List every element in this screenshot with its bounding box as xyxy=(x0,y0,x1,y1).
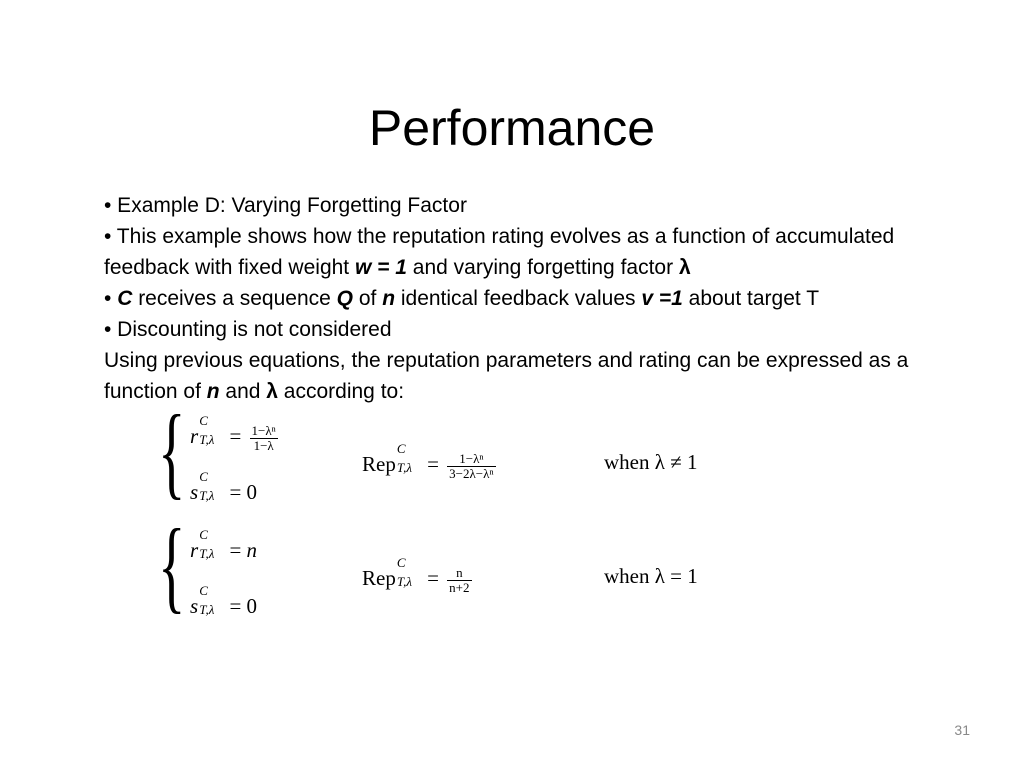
equals-sign: = xyxy=(229,480,242,504)
equation-rep xyxy=(362,555,475,595)
bullet-example-d: • Example D: Varying Forgetting Factor xyxy=(104,194,467,217)
equals-sign: = xyxy=(229,538,242,562)
var-s: s xyxy=(190,594,199,618)
fraction xyxy=(250,424,278,453)
subscript: T,λ xyxy=(199,488,215,503)
bullet-text: about target T xyxy=(682,287,820,310)
equation-r xyxy=(190,527,258,563)
var-s: s xyxy=(190,480,199,504)
bullet-text: • This example shows how the reputation rating evolves as a function of accumulated feedback with fixed weight xyxy=(104,225,895,279)
superscript: C xyxy=(199,583,208,598)
denominator: n+2 xyxy=(449,579,470,595)
superscript: C xyxy=(396,555,406,570)
equation-r xyxy=(190,413,281,453)
value-expression: v =1 xyxy=(641,287,683,310)
subscript: T,λ xyxy=(396,460,412,475)
bullet-text: of xyxy=(353,287,383,310)
bullet-sequence xyxy=(104,283,924,314)
rep-label: Rep xyxy=(362,566,396,590)
superscript: C xyxy=(199,527,208,542)
sup-sub xyxy=(198,583,224,617)
numerator: n xyxy=(447,566,471,581)
slide-body xyxy=(104,190,924,407)
var-r: r xyxy=(190,538,199,562)
equals-sign: = xyxy=(229,424,242,448)
bullet-text: receives a sequence xyxy=(132,287,337,310)
weight-expression: w = 1 xyxy=(354,256,407,279)
subscript: T,λ xyxy=(199,432,215,447)
subscript: T,λ xyxy=(199,602,215,617)
equation-group-lambda-one xyxy=(158,508,758,624)
sup-sub xyxy=(396,441,422,475)
fraction xyxy=(447,566,471,595)
value-zero: 0 xyxy=(246,480,258,504)
equation-s xyxy=(190,583,258,619)
bullet-text: and varying forgetting factor xyxy=(406,256,679,279)
var-r: r xyxy=(190,424,199,448)
equals-sign: = xyxy=(427,452,439,476)
sup-sub xyxy=(396,555,422,589)
equals-sign: = xyxy=(427,566,439,590)
condition-lambda-one: when λ = 1 xyxy=(604,564,698,588)
condition-lambda-not-one: when λ ≠ 1 xyxy=(604,450,698,474)
paragraph-text: and xyxy=(219,380,267,403)
superscript: C xyxy=(199,469,208,484)
var-n: n xyxy=(246,538,258,562)
numerator: 1−λⁿ xyxy=(447,452,495,467)
var-Q: Q xyxy=(336,287,353,310)
numerator: 1−λⁿ xyxy=(251,422,276,438)
superscript: C xyxy=(199,413,208,428)
fraction xyxy=(447,452,495,481)
value-zero: 0 xyxy=(246,594,258,618)
var-n: n xyxy=(382,287,396,310)
slide-title: Performance xyxy=(368,100,656,156)
equals-sign: = xyxy=(229,594,242,618)
bullet-discounting: • Discounting is not considered xyxy=(104,318,392,341)
left-brace: { xyxy=(158,508,186,623)
equation-rep xyxy=(362,441,499,481)
subscript: T,λ xyxy=(199,546,215,561)
var-C: C xyxy=(117,287,133,310)
rep-label: Rep xyxy=(362,452,396,476)
superscript: C xyxy=(396,441,406,456)
equation-s xyxy=(190,469,258,505)
bullet-example-description xyxy=(104,221,924,283)
paragraph-text: according to: xyxy=(277,380,405,403)
sup-sub xyxy=(198,469,224,503)
subscript: T,λ xyxy=(396,574,412,589)
paragraph-equations-intro xyxy=(104,345,924,407)
bullet-marker: • xyxy=(104,287,118,310)
left-brace: { xyxy=(158,394,186,509)
lambda-symbol: λ xyxy=(678,256,691,279)
sup-sub xyxy=(198,527,224,561)
lambda-symbol: λ xyxy=(266,380,278,403)
equation-group-lambda-not-one xyxy=(158,394,758,510)
paragraph-text: Using previous equations, the reputation parameters and rating can be expressed as a function of xyxy=(104,349,909,403)
denominator: 1−λ xyxy=(253,437,274,453)
bullet-text: identical feedback values xyxy=(395,287,642,310)
page-number: 31 xyxy=(954,722,970,738)
sup-sub xyxy=(198,413,224,447)
var-n: n xyxy=(206,380,220,403)
denominator: 3−2λ−λⁿ xyxy=(449,465,494,481)
